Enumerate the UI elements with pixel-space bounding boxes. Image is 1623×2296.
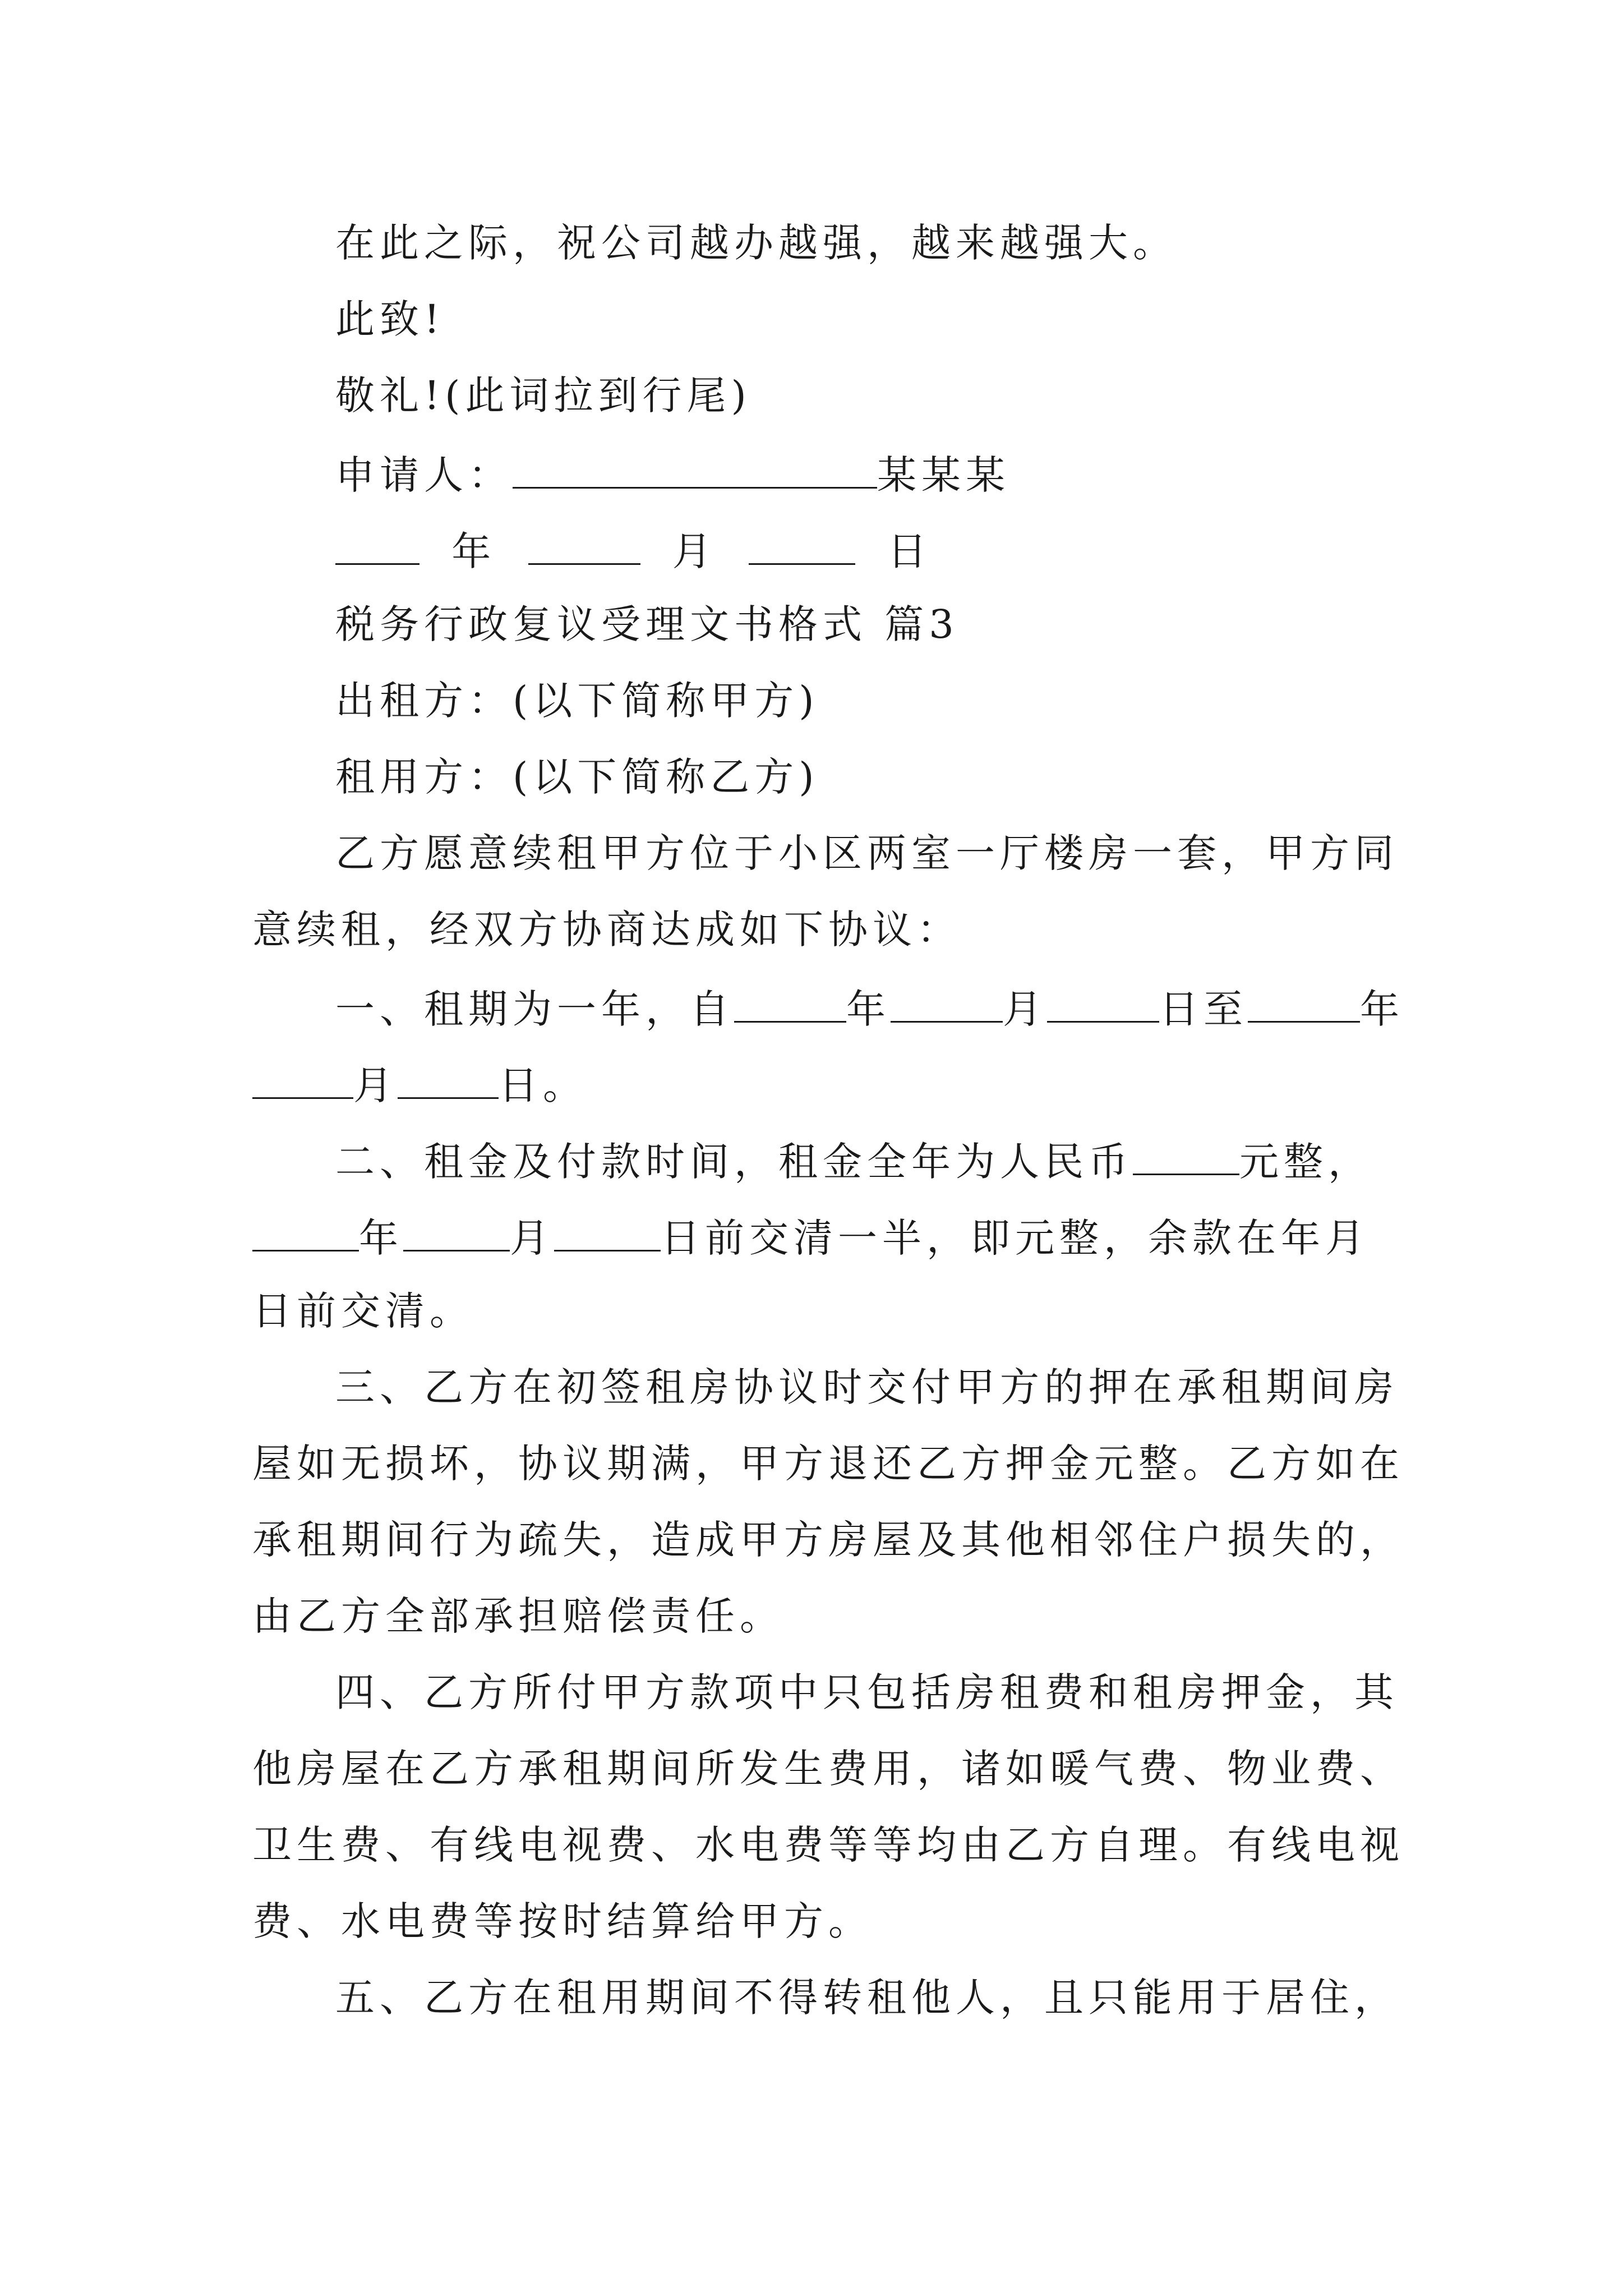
clause-1-line-2 (252, 1062, 587, 1108)
text: 出租方：(以下简称甲方) (335, 678, 819, 724)
paragraph-intro-line-2 (252, 907, 961, 953)
blank (252, 1062, 353, 1099)
blank (398, 1062, 499, 1099)
day-label: 日 (887, 528, 932, 574)
text: 在此之际，祝公司越办越强，越来越强大。 (335, 220, 1177, 266)
section-heading (335, 601, 959, 647)
text: 屋如无损坏，协议期满，甲方退还乙方押金元整。乙方如在 (252, 1441, 1404, 1487)
text: 日。 (499, 1062, 587, 1108)
paragraph-intro-line-1 (335, 830, 1399, 876)
text: 日前交清。 (252, 1288, 474, 1334)
clause-4-line-2 (252, 1746, 1404, 1792)
blank (1047, 986, 1159, 1023)
year-label: 年 (451, 528, 496, 574)
text: 他房屋在乙方承租期间所发生费用，诸如暖气费、物业费、 (252, 1746, 1404, 1792)
clause-2-line-3 (252, 1288, 474, 1334)
applicant-blank (513, 452, 877, 489)
year-blank (335, 528, 419, 565)
month-label: 月 (672, 528, 717, 574)
blank (891, 986, 1003, 1023)
clause-3-line-2 (252, 1441, 1404, 1487)
clause-5-line-1 (335, 1975, 1399, 2021)
text: 敬礼!(此词拉到行尾) (335, 372, 751, 418)
applicant-line (335, 452, 1010, 498)
lessor-line (335, 678, 819, 724)
text: 月 (353, 1062, 398, 1108)
text: 二、租金及付款时间，租金全年为人民币 (335, 1139, 1133, 1185)
salutation-zhizhi (335, 296, 445, 342)
text: 卫生费、有线电视费、水电费等等均由乙方自理。有线电视 (252, 1822, 1404, 1868)
text: 三、乙方在初签租房协议时交付甲方的押在承租期间房 (335, 1364, 1399, 1410)
blank (734, 986, 846, 1023)
month-blank (528, 528, 640, 565)
text: 年 (1360, 986, 1404, 1032)
clause-3-line-4 (252, 1593, 784, 1639)
text: 月 (510, 1215, 554, 1261)
applicant-name: 某某某 (877, 452, 1010, 498)
text: 此致! (335, 296, 445, 342)
blank (554, 1215, 661, 1251)
blank (403, 1215, 510, 1251)
clause-1-line-1 (335, 986, 1404, 1032)
text: 一、租期为一年，自 (335, 986, 734, 1032)
blank (1133, 1139, 1239, 1175)
text: 由乙方全部承担赔偿责任。 (252, 1593, 784, 1639)
clause-3-line-1 (335, 1364, 1399, 1410)
clause-4-line-4 (252, 1898, 873, 1944)
text: 乙方愿意续租甲方位于小区两室一厅楼房一套，甲方同 (335, 830, 1399, 876)
clause-3-line-3 (252, 1517, 1404, 1563)
text: 元整， (1239, 1139, 1372, 1185)
clause-2-line-2 (252, 1215, 1370, 1261)
clause-4-line-3 (252, 1822, 1404, 1868)
text: 租用方：(以下简称乙方) (335, 754, 819, 800)
applicant-label: 申请人： (335, 452, 513, 498)
text: 五、乙方在租用期间不得转租他人，且只能用于居住， (335, 1975, 1399, 2021)
text: 年 (846, 986, 891, 1032)
date-line (335, 528, 932, 574)
closing-wish (335, 220, 1177, 266)
text: 四、乙方所付甲方款项中只包括房租费和租房押金，其 (335, 1669, 1399, 1715)
blank (252, 1215, 359, 1251)
text: 月 (1003, 986, 1047, 1032)
text: 税务行政复议受理文书格式 篇3 (335, 601, 959, 647)
salutation-jingli (335, 372, 751, 418)
text: 日至 (1159, 986, 1248, 1032)
clause-4-line-1 (335, 1669, 1399, 1715)
blank (1248, 986, 1360, 1023)
text: 承租期间行为疏失，造成甲方房屋及其他相邻住户损失的， (252, 1517, 1404, 1563)
text: 意续租，经双方协商达成如下协议： (252, 907, 961, 953)
text: 日前交清一半，即元整，余款在年月 (661, 1215, 1370, 1261)
day-blank (749, 528, 855, 565)
text: 年 (359, 1215, 403, 1261)
text: 费、水电费等按时结算给甲方。 (252, 1898, 873, 1944)
clause-2-line-1 (335, 1139, 1372, 1185)
lessee-line (335, 754, 819, 800)
